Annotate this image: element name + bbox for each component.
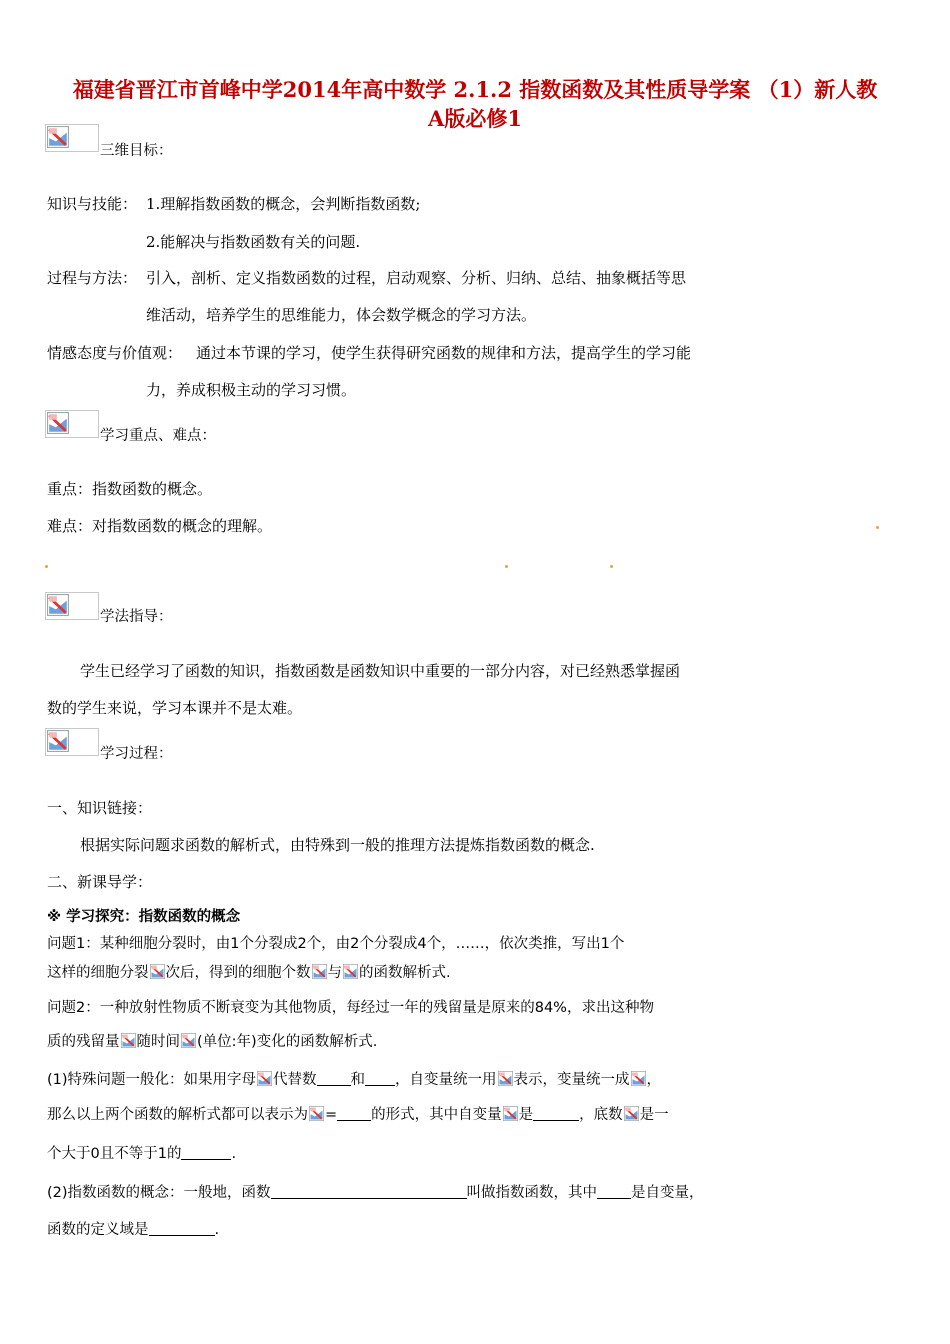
answer-blank[interactable] [337,1106,371,1121]
process-method-label: 过程与方法： [47,269,138,287]
formula-image-icon [498,1071,513,1086]
part1-text: 根据实际问题求函数的解析式，由特殊到一般的推理方法提炼指数函数的概念. [80,836,595,854]
formula-image-icon [624,1106,639,1121]
emotion-label: 情感态度与价值观： [47,344,183,362]
knowledge-item-2: 2.能解决与指数函数有关的问题. [146,233,361,251]
answer-blank[interactable] [533,1106,579,1121]
process-method-line2: 维活动，培养学生的思维能力，体会数学概念的学习方法。 [146,306,537,324]
formula-image-icon [309,1106,324,1121]
broken-image-icon [45,124,99,152]
answer-blank[interactable] [317,1071,351,1086]
part2-heading: 二、新课导学： [47,873,153,891]
emotion-line2: 力，养成积极主动的学习习惯。 [146,381,357,399]
broken-image-icon [45,728,99,756]
broken-image-icon [45,410,99,438]
section-heading-keypoints: 学习重点、难点： [100,428,216,444]
process-method-line1: 引入，剖析、定义指数函数的过程，启动观察、分析、归纳、总结、抽象概括等思 [146,269,687,287]
section-heading-process: 学习过程： [100,746,173,762]
formula-image-icon [312,964,327,979]
formula-image-icon [121,1033,136,1048]
hard-point: 难点：对指数函数的概念的理解。 [47,517,273,535]
generalization-line1: (1)特殊问题一般化：如果用字母 代替数 和 ，自变量统一用 表示，变量统一成 ， [47,1072,662,1088]
formula-image-icon [631,1071,646,1086]
document-title-line1: 福建省晋江市首峰中学2014年高中数学 2.1.2 指数函数及其性质导学案 （1）新人教 [72,77,878,102]
knowledge-item-1: 1.理解指数函数的概念，会判断指数函数; [146,195,421,213]
formula-image-icon [503,1106,518,1121]
question2-line2: 质的残留量 随时间 (单位:年)变化的函数解析式. [47,1034,378,1050]
generalization-line2: 那么以上两个函数的解析式都可以表示为 = 的形式，其中自变量 是 ，底数 是一 [47,1107,669,1123]
key-point: 重点：指数函数的概念。 [47,480,213,498]
method-line2: 数的学生来说，学习本课并不是太难。 [47,699,303,717]
answer-blank[interactable] [271,1184,467,1199]
section-heading-goals: 三维目标： [100,143,173,159]
answer-blank[interactable] [149,1221,215,1236]
emotion-line1: 通过本节课的学习，使学生获得研究函数的规律和方法，提高学生的学习能 [196,344,692,362]
definition-line1: (2)指数函数的概念：一般地，函数 叫做指数函数，其中 是自变量， [47,1185,704,1201]
part1-heading: 一、知识链接： [47,799,153,817]
answer-blank[interactable] [597,1184,631,1199]
formula-image-icon [150,964,165,979]
explore-title: 指数函数的概念 [138,909,241,925]
explore-mark: ※ 学习探究： [47,909,139,925]
question1-line1: 问题1：某种细胞分裂时，由1个分裂成2个，由2个分裂成4个，……，依次类推，写出1个 [47,936,625,952]
formula-image-icon [257,1071,272,1086]
answer-blank[interactable] [365,1071,395,1086]
formula-image-icon [343,964,358,979]
question1-line2: 这样的细胞分裂 次后，得到的细胞个数 与 的函数解析式. [47,965,451,981]
definition-line2: 函数的定义域是 . [47,1222,220,1238]
knowledge-label: 知识与技能： [47,195,138,213]
answer-blank[interactable] [181,1145,231,1160]
section-heading-method: 学法指导： [100,609,173,625]
explore-line [47,905,240,926]
method-line1: 学生已经学习了函数的知识，指数函数是函数知识中重要的一部分内容，对已经熟悉掌握函 [80,662,681,680]
generalization-line3: 个大于0且不等于1的 . [47,1146,237,1162]
formula-image-icon [181,1033,196,1048]
broken-image-icon [45,592,99,620]
document-title-line2: A版必修1 [428,106,522,131]
question2-line1: 问题2：一种放射性物质不断衰变为其他物质，每经过一年的残留量是原来的84%，求出这种物 [47,1000,654,1016]
